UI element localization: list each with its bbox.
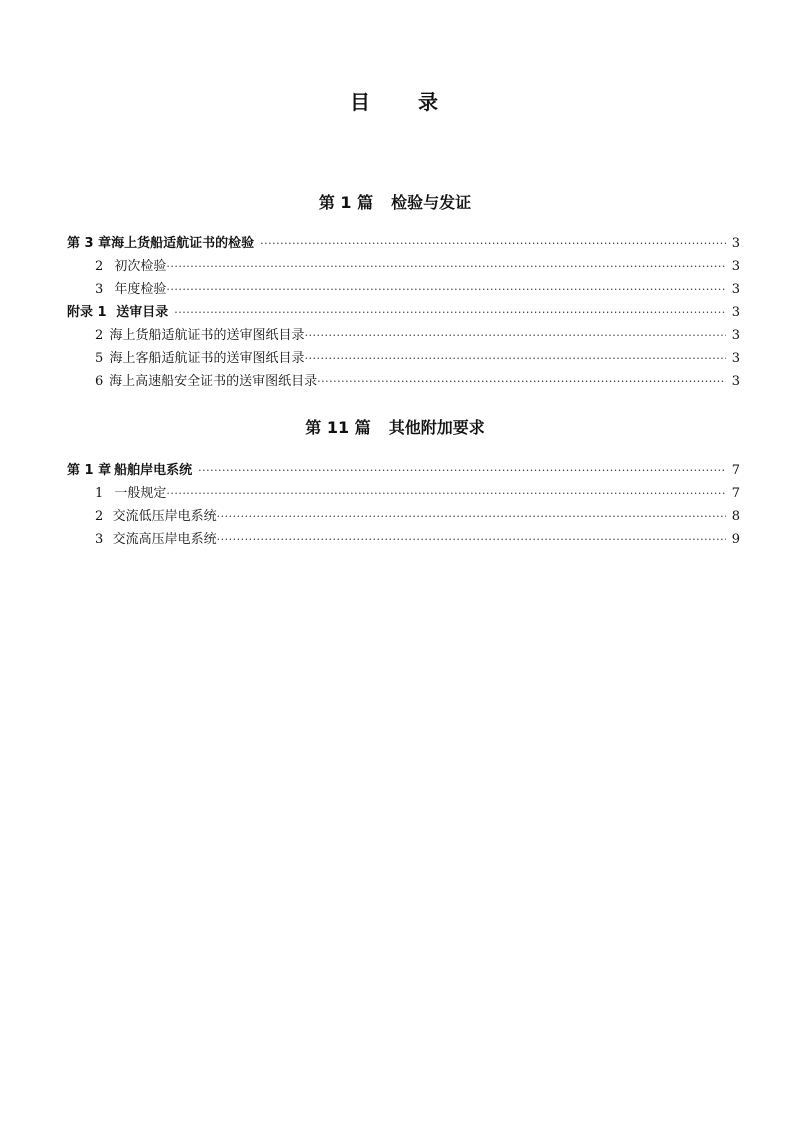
part-number: 第 11 篇: [305, 418, 371, 437]
entry-number: 附录 1: [67, 305, 107, 320]
entry-title: 交流低压岸电系统: [112, 509, 217, 524]
toc-entry[interactable]: [67, 255, 740, 278]
entry-page: 3: [731, 351, 740, 366]
entry-title: 交流高压岸电系统: [112, 532, 217, 547]
dot-leader: [166, 255, 726, 278]
entry-page: 3: [731, 305, 740, 320]
dot-leader: [166, 278, 726, 301]
entry-number: 第 3 章: [67, 236, 112, 251]
toc-part-11: [67, 459, 740, 551]
entry-number: 3: [95, 282, 104, 297]
entry-page: 7: [731, 463, 740, 478]
part-number: 第 1 篇: [318, 193, 374, 212]
dot-leader: [217, 505, 726, 528]
entry-title: 送审目录: [116, 305, 169, 320]
entry-page: 3: [731, 282, 740, 297]
dot-leader: [260, 232, 726, 255]
entry-number: 2: [95, 259, 104, 274]
entry-page: 3: [731, 236, 740, 251]
dot-leader: [317, 370, 726, 393]
entry-title: 海上高速船安全证书的送审图纸目录: [109, 374, 318, 389]
entry-number: 2: [95, 509, 104, 524]
toc-entry[interactable]: [67, 278, 740, 301]
toc-entry[interactable]: [67, 482, 740, 505]
entry-title: 海上客船适航证书的送审图纸目录: [109, 351, 305, 366]
page-title-char-2: 录: [418, 90, 440, 114]
entry-number: 第 1 章: [67, 463, 112, 478]
toc-entry[interactable]: [67, 505, 740, 528]
entry-page: 3: [731, 259, 740, 274]
entry-number: 2: [95, 328, 104, 343]
entry-page: 8: [731, 509, 740, 524]
entry-title: 初次检验: [114, 259, 167, 274]
entry-page: 3: [731, 374, 740, 389]
entry-number: 3: [95, 532, 104, 547]
page-title: [0, 86, 790, 115]
dot-leader: [305, 347, 726, 370]
dot-leader: [174, 301, 726, 324]
part-title: 检验与发证: [391, 193, 472, 212]
toc-entry[interactable]: [67, 301, 740, 324]
toc-entry[interactable]: [67, 459, 740, 482]
part-title: 其他附加要求: [388, 418, 485, 437]
entry-number: 5: [95, 351, 104, 366]
entry-title: 海上货船适航证书的送审图纸目录: [109, 328, 305, 343]
entry-title: 海上货船适航证书的检验: [111, 236, 255, 251]
entry-title: 船舶岸电系统: [114, 463, 193, 478]
dot-leader: [198, 459, 726, 482]
toc-entry[interactable]: [67, 528, 740, 551]
dot-leader: [166, 482, 726, 505]
entry-title: 年度检验: [114, 282, 167, 297]
entry-page: 9: [731, 532, 740, 547]
toc-entry[interactable]: [67, 324, 740, 347]
part-heading-11: [0, 415, 790, 438]
entry-page: 7: [731, 486, 740, 501]
toc-entry[interactable]: [67, 347, 740, 370]
dot-leader: [305, 324, 726, 347]
toc-part-1: [67, 232, 740, 393]
entry-title: 一般规定: [114, 486, 167, 501]
toc-entry[interactable]: [67, 232, 740, 255]
entry-number: 1: [95, 486, 104, 501]
page-title-char-1: 目: [350, 90, 372, 114]
entry-page: 3: [731, 328, 740, 343]
toc-entry[interactable]: [67, 370, 740, 393]
dot-leader: [217, 528, 726, 551]
entry-number: 6: [95, 374, 104, 389]
part-heading-1: [0, 190, 790, 213]
